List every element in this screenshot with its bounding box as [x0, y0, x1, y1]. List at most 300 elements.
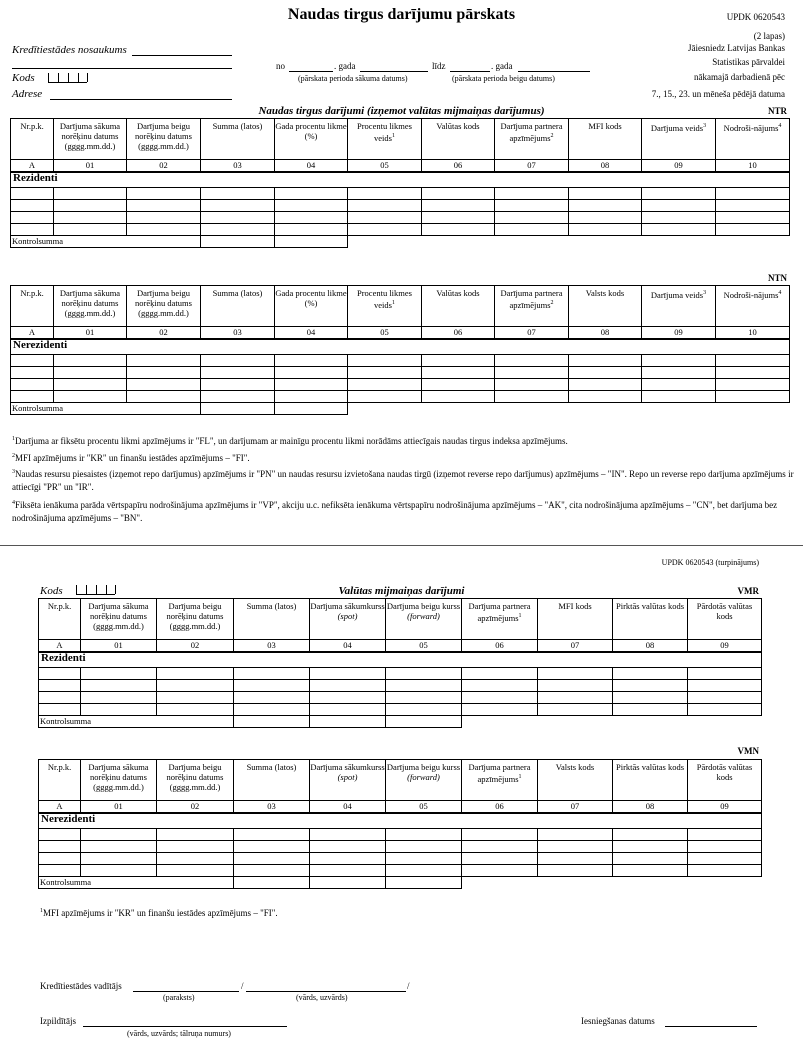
table-cell[interactable]: [157, 841, 234, 853]
kontrolsumma-cell[interactable]: [275, 236, 348, 248]
table-cell[interactable]: [495, 188, 569, 200]
table-row: [11, 379, 790, 391]
submit-to-3: nākamajā darbadienā pēc: [694, 72, 785, 82]
table-cell[interactable]: [310, 865, 386, 877]
kontrolsumma-cell[interactable]: [386, 716, 462, 728]
table_vmr-header-3: Summa (latos): [246, 601, 297, 611]
table-cell[interactable]: [688, 829, 762, 841]
table-cell[interactable]: [716, 379, 790, 391]
table-cell[interactable]: [462, 668, 538, 680]
table-cell[interactable]: [613, 865, 688, 877]
column-header: [462, 599, 538, 640]
table-cell[interactable]: [54, 212, 127, 224]
column-header: [310, 599, 386, 640]
table_vmr-header-5: Darījuma beigu kurss: [386, 601, 461, 611]
footnote-2: $^2$MFI apzīmējums ir "KR" un finanšu iestādes apzīmējums – "FI".: [12, 453, 250, 463]
from-date-field[interactable]: [360, 61, 428, 72]
column-header: [39, 599, 81, 640]
table-cell[interactable]: [642, 355, 716, 367]
table-cell[interactable]: [386, 680, 462, 692]
table-cell[interactable]: [157, 692, 234, 704]
table-cell[interactable]: [348, 391, 422, 403]
table-row: [11, 188, 790, 200]
table-cell[interactable]: [422, 200, 495, 212]
table-cell[interactable]: [716, 188, 790, 200]
column-header: [688, 760, 762, 801]
table-row: [39, 668, 762, 680]
table-cell[interactable]: [422, 224, 495, 236]
column-number: 05: [386, 640, 462, 653]
table-cell[interactable]: [310, 829, 386, 841]
table-cell[interactable]: [310, 841, 386, 853]
table-cell[interactable]: [39, 704, 81, 716]
table_vmr-header-1: Darījuma sākuma norēķinu datums (gggg.mm.dd.): [88, 601, 149, 631]
column-header: [642, 286, 716, 327]
table-cell[interactable]: [688, 680, 762, 692]
table-cell[interactable]: [81, 853, 157, 865]
table-cell[interactable]: [81, 841, 157, 853]
table-cell[interactable]: [39, 865, 81, 877]
table-cell[interactable]: [275, 188, 348, 200]
table-cell[interactable]: [234, 829, 310, 841]
table-row: [11, 391, 790, 403]
table-cell[interactable]: [688, 841, 762, 853]
column-header: [81, 599, 157, 640]
table-cell[interactable]: [275, 367, 348, 379]
column-number: 08: [569, 160, 642, 173]
column-header: [386, 599, 462, 640]
table_ntn-header-10: Nodroši-nājums: [723, 289, 779, 300]
date-label: Iesniegšanas datums: [581, 1016, 655, 1026]
page2-form-code: UPDK 0620543 (turpinājums): [661, 558, 759, 567]
table-cell[interactable]: [201, 391, 275, 403]
table-cell[interactable]: [348, 379, 422, 391]
table-cell[interactable]: [234, 668, 310, 680]
column-header: [688, 599, 762, 640]
column-number: 02: [157, 640, 234, 653]
table-cell[interactable]: [422, 391, 495, 403]
table-cell[interactable]: [310, 680, 386, 692]
table-cell[interactable]: [39, 853, 81, 865]
kontrolsumma-cell[interactable]: [310, 877, 386, 889]
table-cell[interactable]: [642, 391, 716, 403]
table-cell[interactable]: [11, 212, 54, 224]
table_ntr-header-7: Darījuma partnera apzīmējums: [500, 121, 563, 143]
table-cell[interactable]: [386, 829, 462, 841]
kontrolsumma-cell[interactable]: [310, 716, 386, 728]
table-cell[interactable]: [201, 379, 275, 391]
institution-field-2[interactable]: [12, 57, 232, 69]
table-cell[interactable]: [386, 692, 462, 704]
table_vmr-header-4: Darījuma sākumkurss: [310, 601, 385, 611]
table-cell[interactable]: [234, 680, 310, 692]
table_ntr-header-6: Valūtas kods: [436, 121, 480, 131]
table-cell[interactable]: [422, 379, 495, 391]
table-cell[interactable]: [688, 668, 762, 680]
table-cell[interactable]: [348, 367, 422, 379]
table-cell[interactable]: [495, 367, 569, 379]
table-cell[interactable]: [386, 853, 462, 865]
column-header: [11, 119, 54, 160]
table-cell[interactable]: [157, 865, 234, 877]
table-cell[interactable]: [569, 188, 642, 200]
table-cell[interactable]: [613, 704, 688, 716]
code-label: Kods: [12, 72, 35, 84]
table-cell[interactable]: [716, 355, 790, 367]
column-header: [495, 286, 569, 327]
institution-label: Kredītiestādes nosaukums: [12, 44, 127, 56]
table-cell[interactable]: [688, 692, 762, 704]
table-cell[interactable]: [569, 212, 642, 224]
table_ntr-header-5: Procentu likmes veids: [356, 121, 412, 143]
table-cell[interactable]: [11, 391, 54, 403]
table-cell[interactable]: [81, 692, 157, 704]
table-cell[interactable]: [157, 829, 234, 841]
kontrolsumma-cell[interactable]: [234, 716, 310, 728]
table-cell[interactable]: [642, 367, 716, 379]
table-cell[interactable]: [495, 379, 569, 391]
table-cell[interactable]: [386, 841, 462, 853]
table-cell[interactable]: [275, 355, 348, 367]
table-cell[interactable]: [234, 853, 310, 865]
column-header: [462, 760, 538, 801]
table_ntr-header-sup-10: 4: [778, 123, 782, 129]
table_vmr-header-7: MFI kods: [558, 601, 592, 611]
table-cell[interactable]: [422, 367, 495, 379]
table-cell[interactable]: [538, 680, 613, 692]
table-cell[interactable]: [613, 692, 688, 704]
year-label-2: . gada: [491, 61, 513, 71]
section-label: Rezidenti: [11, 172, 790, 188]
table-cell[interactable]: [127, 355, 201, 367]
table-cell[interactable]: [613, 668, 688, 680]
table-cell[interactable]: [275, 391, 348, 403]
table-cell[interactable]: [613, 829, 688, 841]
table_ntr-header-10: Nodroši-nājums: [723, 122, 779, 133]
table_ntn-header-7: Darījuma partnera apzīmējums: [500, 288, 563, 310]
table-cell[interactable]: [538, 853, 613, 865]
table-cell[interactable]: [54, 355, 127, 367]
ntr-caption: Naudas tirgus darījumi (izņemot valūtas mijmaiņas darījumus): [258, 105, 545, 117]
table-cell[interactable]: [54, 391, 127, 403]
table-cell[interactable]: [127, 391, 201, 403]
table-cell[interactable]: [201, 188, 275, 200]
table-cell[interactable]: [642, 188, 716, 200]
footnote-mfi: $^1$MFI apzīmējums ir "KR" un finanšu iestādes apzīmējums – "FI".: [40, 908, 278, 918]
column-number: 08: [569, 327, 642, 340]
table-cell[interactable]: [422, 188, 495, 200]
kontrolsumma-cell[interactable]: [201, 403, 275, 415]
table-row: [39, 680, 762, 692]
executor-hint: (vārds, uzvārds; tālruņa numurs): [127, 1029, 231, 1038]
table_ntn-header-sup-7: 2: [550, 300, 554, 306]
table-cell[interactable]: [127, 367, 201, 379]
column-number: 01: [81, 640, 157, 653]
table-cell[interactable]: [54, 379, 127, 391]
column-header: [275, 119, 348, 160]
table_ntr-header-1: Darījuma sākuma norēķinu datums (gggg.mm.dd.): [59, 121, 121, 151]
column-header: [201, 286, 275, 327]
table-cell[interactable]: [462, 865, 538, 877]
ntn-code: NTN: [767, 273, 787, 283]
table-cell[interactable]: [462, 829, 538, 841]
table-cell[interactable]: [569, 391, 642, 403]
table-cell[interactable]: [234, 692, 310, 704]
table-cell[interactable]: [127, 200, 201, 212]
table_vmn-header-9: Pārdotās valūtas kods: [696, 762, 753, 782]
section-label: Rezidenti: [39, 652, 762, 668]
table-cell[interactable]: [54, 367, 127, 379]
table-cell[interactable]: [234, 841, 310, 853]
column-header: [54, 119, 127, 160]
table-cell[interactable]: [716, 391, 790, 403]
table_vmn-header-2: Darījuma beigu norēķinu datums (gggg.mm.dd.): [166, 762, 224, 792]
table_ntr-header-9: Darījuma veids: [650, 122, 704, 133]
table-cell[interactable]: [348, 355, 422, 367]
column-number: 07: [538, 640, 613, 653]
address-label: Adrese: [12, 88, 43, 100]
submission-date-field[interactable]: [665, 1016, 757, 1027]
table-cell[interactable]: [348, 200, 422, 212]
column-header: [538, 760, 613, 801]
table-cell[interactable]: [201, 224, 275, 236]
table-cell[interactable]: [569, 379, 642, 391]
table-cell[interactable]: [538, 668, 613, 680]
table-cell[interactable]: [348, 188, 422, 200]
table-cell[interactable]: [11, 224, 54, 236]
column-number: 06: [422, 327, 495, 340]
table_vmn-header-1: Darījuma sākuma norēķinu datums (gggg.mm.dd.): [88, 762, 149, 792]
column-number: 04: [310, 640, 386, 653]
column-number: 06: [462, 801, 538, 814]
to-date-field[interactable]: [518, 61, 590, 72]
table-cell[interactable]: [386, 704, 462, 716]
table_ntn-header-5: Procentu likmes veids: [356, 288, 412, 310]
table-cell[interactable]: [716, 212, 790, 224]
table-cell[interactable]: [310, 668, 386, 680]
table-cell[interactable]: [462, 680, 538, 692]
table-cell[interactable]: [462, 704, 538, 716]
table-cell[interactable]: [462, 692, 538, 704]
footnote-4: $^4$Fiksēta ienākuma parāda vērtspapīru nodrošinājuma apzīmējums ir "VP", akciju u.c. nefiksēta ienākuma vērtspapīru nodrošinājuma apzīmējums – "AK", cita nodrošinājuma apzīmējums – "CN", bet darījuma bez nodrošinājuma apzīmējums – "BN".: [12, 500, 778, 523]
table_vmn-header-0: Nr.p.k.: [47, 762, 72, 772]
table-cell[interactable]: [569, 367, 642, 379]
table-cell[interactable]: [157, 853, 234, 865]
table-cell[interactable]: [11, 200, 54, 212]
table-cell[interactable]: [613, 680, 688, 692]
table-cell[interactable]: [81, 865, 157, 877]
table-cell[interactable]: [495, 224, 569, 236]
table_ntn-header-8: Valsts kods: [585, 288, 625, 298]
column-number: A: [11, 160, 54, 173]
table-cell[interactable]: [642, 212, 716, 224]
table-cell[interactable]: [54, 224, 127, 236]
table-cell[interactable]: [613, 841, 688, 853]
table-cell[interactable]: [275, 200, 348, 212]
column-header: [81, 760, 157, 801]
table_vmn-header-sup-6: 1: [518, 774, 522, 780]
table-cell[interactable]: [688, 704, 762, 716]
column-header: [127, 119, 201, 160]
table-cell[interactable]: [157, 704, 234, 716]
table-cell[interactable]: [201, 367, 275, 379]
table_ntn-header-sup-5: 1: [391, 300, 395, 306]
table-cell[interactable]: [275, 224, 348, 236]
table-cell[interactable]: [11, 379, 54, 391]
table-cell[interactable]: [642, 224, 716, 236]
vmn-code: VMN: [737, 746, 759, 756]
column-number: 01: [54, 327, 127, 340]
table-cell[interactable]: [11, 367, 54, 379]
table_vmr-header-sub-5: (forward): [407, 611, 440, 621]
table_vmr-header-sub-4: (spot): [337, 611, 358, 621]
table-cell[interactable]: [157, 680, 234, 692]
table-cell[interactable]: [569, 355, 642, 367]
table-cell[interactable]: [310, 853, 386, 865]
table-cell[interactable]: [688, 865, 762, 877]
table-cell[interactable]: [613, 853, 688, 865]
table-cell[interactable]: [201, 200, 275, 212]
table-cell[interactable]: [54, 200, 127, 212]
table-row: [11, 224, 790, 236]
table-cell[interactable]: [716, 224, 790, 236]
column-header: [157, 760, 234, 801]
column-number: A: [39, 801, 81, 814]
column-header: [716, 119, 790, 160]
table-cell[interactable]: [538, 829, 613, 841]
table-cell[interactable]: [39, 680, 81, 692]
table-cell[interactable]: [348, 212, 422, 224]
table-row: [39, 841, 762, 853]
table-cell[interactable]: [81, 829, 157, 841]
column-header: [54, 286, 127, 327]
kontrolsumma-cell[interactable]: [234, 877, 310, 889]
head-name-field[interactable]: [246, 981, 406, 992]
table_vmr-header-6: Darījuma partnera apzīmējums: [468, 601, 531, 623]
table-cell[interactable]: [716, 367, 790, 379]
table-cell[interactable]: [348, 224, 422, 236]
kontrolsumma-cell[interactable]: [275, 403, 348, 415]
column-number: A: [11, 327, 54, 340]
table-cell[interactable]: [81, 704, 157, 716]
table-cell[interactable]: [310, 692, 386, 704]
table-cell[interactable]: [81, 668, 157, 680]
table-cell[interactable]: [462, 841, 538, 853]
table_vmn-header-5: Darījuma beigu kurss: [386, 762, 461, 772]
table_vmr-header-8: Pirktās valūtas kods: [616, 601, 684, 611]
column-number: 10: [716, 160, 790, 173]
table-cell[interactable]: [495, 355, 569, 367]
column-number: 06: [422, 160, 495, 173]
table-cell[interactable]: [201, 355, 275, 367]
table-cell[interactable]: [11, 355, 54, 367]
table-cell[interactable]: [81, 680, 157, 692]
column-number: 10: [716, 327, 790, 340]
column-header: [422, 119, 495, 160]
column-header: [234, 760, 310, 801]
to-year-field[interactable]: [450, 61, 490, 72]
table-cell[interactable]: [157, 668, 234, 680]
address-field[interactable]: [50, 88, 232, 100]
table-cell[interactable]: [54, 188, 127, 200]
code-field[interactable]: [48, 73, 87, 83]
column-number: 05: [348, 327, 422, 340]
table-cell[interactable]: [538, 692, 613, 704]
from-year-field[interactable]: [289, 61, 333, 72]
table-cell[interactable]: [11, 188, 54, 200]
column-number: 03: [234, 801, 310, 814]
form-code: UPDK 0620543: [726, 12, 785, 22]
table-row: [11, 367, 790, 379]
column-header: [11, 286, 54, 327]
executor-field[interactable]: [83, 1016, 287, 1027]
column-number: 07: [495, 327, 569, 340]
table-row: [39, 704, 762, 716]
table-cell[interactable]: [39, 841, 81, 853]
column-number: 05: [386, 801, 462, 814]
table-cell[interactable]: [538, 704, 613, 716]
column-header: [716, 286, 790, 327]
table-cell[interactable]: [495, 200, 569, 212]
table-cell[interactable]: [201, 212, 275, 224]
table-cell[interactable]: [310, 704, 386, 716]
table-cell[interactable]: [569, 200, 642, 212]
column-number: 09: [688, 801, 762, 814]
year-label-1: . gada: [334, 61, 356, 71]
table-cell[interactable]: [39, 668, 81, 680]
vmr-code: VMR: [737, 586, 759, 596]
column-number: 02: [157, 801, 234, 814]
table-cell[interactable]: [127, 224, 201, 236]
table-cell[interactable]: [538, 865, 613, 877]
column-header: [275, 286, 348, 327]
table-cell[interactable]: [275, 379, 348, 391]
table-cell[interactable]: [386, 668, 462, 680]
table-cell[interactable]: [386, 865, 462, 877]
kontrolsumma-cell[interactable]: [201, 236, 275, 248]
table-cell[interactable]: [495, 212, 569, 224]
table-cell[interactable]: [642, 200, 716, 212]
table-cell[interactable]: [716, 200, 790, 212]
table-cell[interactable]: [127, 379, 201, 391]
table-cell[interactable]: [422, 355, 495, 367]
table-cell[interactable]: [642, 379, 716, 391]
table-cell[interactable]: [127, 212, 201, 224]
vmr-table: [38, 598, 762, 728]
column-number: 04: [310, 801, 386, 814]
table-cell[interactable]: [39, 692, 81, 704]
table-cell[interactable]: [422, 212, 495, 224]
table_ntn-header-4: Gada procentu likme (%): [275, 288, 347, 308]
table-cell[interactable]: [462, 853, 538, 865]
table_vmn-header-4: Darījuma sākumkurss: [310, 762, 385, 772]
period-start-hint: (pārskata perioda sākuma datums): [298, 74, 408, 83]
table-cell[interactable]: [275, 212, 348, 224]
table-cell[interactable]: [688, 853, 762, 865]
table-cell[interactable]: [495, 391, 569, 403]
table-cell[interactable]: [234, 865, 310, 877]
institution-field[interactable]: [132, 44, 232, 56]
kontrolsumma-cell[interactable]: [386, 877, 462, 889]
table-cell[interactable]: [569, 224, 642, 236]
table-cell[interactable]: [39, 829, 81, 841]
section-label: Nerezidenti: [11, 339, 790, 355]
executor-label: Izpildītājs: [40, 1016, 76, 1026]
table-cell[interactable]: [538, 841, 613, 853]
head-signature-field[interactable]: [133, 981, 239, 992]
table-cell[interactable]: [127, 188, 201, 200]
table-cell[interactable]: [234, 704, 310, 716]
